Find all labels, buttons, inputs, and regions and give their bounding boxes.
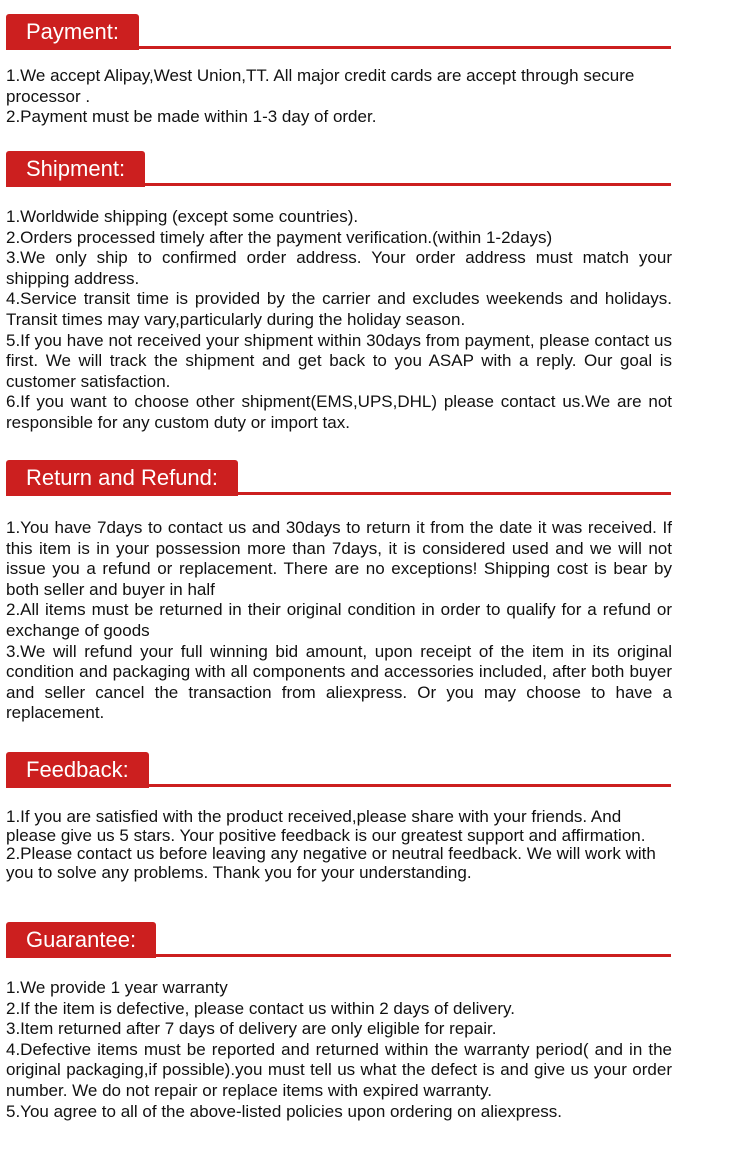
- list-item: 5.You agree to all of the above-listed policies upon ordering on aliexpress.: [6, 1101, 563, 1121]
- section-title-guarantee: Guarantee:: [6, 922, 156, 958]
- section-body: [6, 66, 672, 128]
- section-divider: [6, 954, 671, 957]
- section-body: [6, 518, 677, 724]
- section-body: [6, 207, 677, 434]
- section-title-payment: Payment:: [6, 14, 139, 50]
- list-item: 3.We will refund your full winning bid amount, upon receipt of the item in its original condition and packaging with all components and accessories included, after both buyer and seller cancel the transaction from aliexpress. Or you may choose to have a replacement.: [6, 641, 677, 723]
- list-item: 2.Orders processed timely after the payment verification.(within 1-2days): [6, 227, 553, 247]
- section-divider: [6, 784, 671, 787]
- list-item: 1.You have 7days to contact us and 30days to return it from the date it was received. If this item is in your possession more than 7days, it is considered used and we will not issue you a refund or replacement. There are no exceptions! Shipping cost is bear by both seller and buyer in half: [6, 518, 677, 599]
- section-header: [0, 14, 741, 52]
- section-header: [0, 922, 741, 960]
- list-item: 1.We provide 1 year warranty: [6, 978, 228, 997]
- section-return-refund: [0, 460, 741, 723]
- list-item: 5.If you have not received your shipment within 30days from payment, please contact us first. We will track the shipment and get back to you ASAP with a reply. Our goal is customer satisfaction.: [6, 330, 677, 391]
- section-header: [0, 460, 741, 498]
- list-item: 3.We only ship to confirmed order address. Your order address must match your shipping address.: [6, 248, 677, 288]
- section-body: [6, 808, 672, 882]
- section-header: [0, 752, 741, 790]
- list-item: 1.If you are satisfied with the product received,please share with your friends. And please give us 5 stars. Your positive feedback is our greatest support and affirmation.: [6, 807, 646, 845]
- list-item: 6.If you want to choose other shipment(EMS,UPS,DHL) please contact us.We are not responsible for any custom duty or import tax.: [6, 392, 677, 432]
- section-guarantee: [0, 922, 741, 1121]
- section-shipment: [0, 151, 741, 432]
- list-item: 4.Defective items must be reported and returned within the warranty period( and in the original packaging,if possible).you must tell us what the defect is and give us your order number. We do not repair or replace items with expired warranty.: [6, 1039, 677, 1100]
- section-body: [6, 978, 677, 1122]
- section-title-shipment: Shipment:: [6, 151, 145, 187]
- section-divider: [6, 46, 671, 49]
- list-item: 1.We accept Alipay,West Union,TT. All major credit cards are accept through secure processor .: [6, 66, 640, 106]
- section-feedback: [0, 752, 741, 882]
- list-item: 4.Service transit time is provided by the carrier and excludes weekends and holidays. Transit times may vary,particularly during the holiday season.: [6, 289, 677, 329]
- list-item: 3.Item returned after 7 days of delivery are only eligible for repair.: [6, 1019, 497, 1039]
- section-title-return-refund: Return and Refund:: [6, 460, 238, 496]
- section-header: [0, 151, 741, 189]
- list-item: 2.Payment must be made within 1-3 day of order.: [6, 107, 377, 127]
- list-item: 1.Worldwide shipping (except some countries).: [6, 207, 359, 226]
- list-item: 2.If the item is defective, please contact us within 2 days of delivery.: [6, 998, 515, 1018]
- list-item: 2.Please contact us before leaving any negative or neutral feedback. We will work with you to solve any problems. Thank you for your understanding.: [6, 844, 661, 882]
- section-divider: [6, 183, 671, 186]
- section-payment: [0, 14, 741, 127]
- list-item: 2.All items must be returned in their original condition in order to qualify for a refund or exchange of goods: [6, 600, 677, 640]
- section-divider: [6, 492, 671, 495]
- section-title-feedback: Feedback:: [6, 752, 149, 788]
